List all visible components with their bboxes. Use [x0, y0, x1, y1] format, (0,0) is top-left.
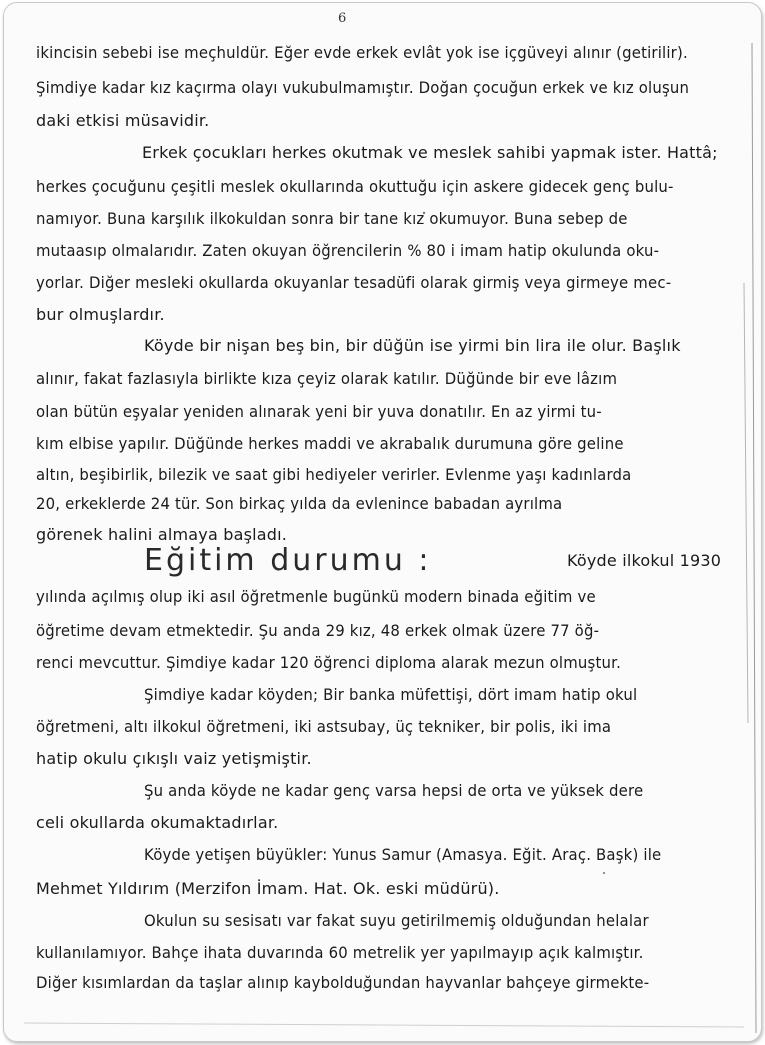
text-line: Okulun su sesisatı var fakat suyu getirilmemiş olduğundan helalar	[144, 911, 649, 930]
section-heading: Eğitim durumu :	[144, 543, 432, 578]
text-line: Köyde ilkokul 1930	[567, 551, 722, 570]
text-line: hatip okulu çıkışlı vaiz yetişmiştir.	[36, 749, 312, 768]
text-line: Köyde bir nişan beş bin, bir düğün ise yirmi bin lira ile olur. Başlık	[144, 336, 681, 355]
page-number: 6	[338, 11, 347, 26]
text-line: Mehmet Yıldırım (Merzifon İmam. Hat. Ok. eski müdürü).	[36, 879, 500, 898]
text-line: Şimdiye kadar kız kaçırma olayı vukubulmamıştır. Doğan çocuğun erkek ve kız oluşun	[36, 78, 690, 97]
text-line: renci mevcuttur. Şimdiye kadar 120 öğrenci diploma alarak mezun olmuştur.	[36, 653, 621, 672]
text-line: bur olmuşlardır.	[36, 305, 165, 324]
text-line: yorlar. Diğer mesleki okullarda okuyanlar tesadüfi olarak girmiş veya girmeye mec-	[36, 273, 672, 292]
text-line: yılında açılmış olup iki asıl öğretmenle bugünkü modern binada eğitim ve	[36, 587, 596, 606]
text-line: 20, erkeklerde 24 tür. Son birkaç yılda da evlenince babadan ayrılma	[36, 494, 563, 513]
document-page	[3, 2, 762, 1042]
text-line: öğretime devam etmektedir. Şu anda 29 kız, 48 erkek olmak üzere 77 öğ-	[36, 621, 600, 640]
text-line: Şu anda köyde ne kadar genç varsa hepsi de orta ve yüksek dere	[144, 781, 644, 800]
text-line: görenek halini almaya başladı.	[36, 525, 288, 544]
text-line: namıyor. Buna karşılık ilkokuldan sonra bir tane kız okumuyor. Buna sebep de	[36, 209, 628, 228]
text-line: Diğer kısımlardan da taşlar alınıp kaybolduğundan hayvanlar bahçeye girmekte-	[36, 973, 650, 992]
text-line: Köyde yetişen büyükler: Yunus Samur (Amasya. Eğit. Araç. Başk) ile	[144, 845, 662, 864]
text-line: daki etkisi müsavidir.	[36, 111, 210, 130]
text-line: kullanılamıyor. Bahçe ihata duvarında 60 metrelik yer yapılmayıp açık kalmıştır.	[36, 943, 644, 962]
text-line: ikincisin sebebi ise meçhuldür. Eğer evde erkek evlât yok ise içgüveyi alınır (getirilir).	[36, 43, 688, 62]
text-line: Erkek çocukları herkes okutmak ve meslek sahibi yapmak ister. Hattâ;	[142, 143, 718, 162]
text-line: öğretmeni, altı ilkokul öğretmeni, iki astsubay, üç tekniker, bir polis, iki ima	[36, 717, 612, 736]
text-line: herkes çocuğunu çeşitli meslek okullarında okuttuğu için askere gidecek genç bulu-	[36, 177, 674, 196]
text-line: olan bütün eşyalar yeniden alınarak yeni bir yuva donatılır. En az yirmi tu-	[36, 402, 602, 421]
text-line: kım elbise yapılır. Düğünde herkes maddi ve akrabalık durumuna göre geline	[36, 434, 624, 453]
text-line: mutaasıp olmalarıdır. Zaten okuyan öğrencilerin % 80 i imam hatip okulunda oku-	[36, 241, 660, 260]
text-line: Şimdiye kadar köyden; Bir banka müfettişi, dört imam hatip okul	[144, 685, 638, 704]
text-line: celi okullarda okumaktadırlar.	[36, 813, 279, 832]
text-line: altın, beşibirlik, bilezik ve saat gibi hediyeler verirler. Evlenme yaşı kadınlarda	[36, 465, 632, 484]
text-line: alınır, fakat fazlasıyla birlikte kıza çeyiz olarak katılır. Düğünde bir eve lâzım	[36, 369, 618, 388]
